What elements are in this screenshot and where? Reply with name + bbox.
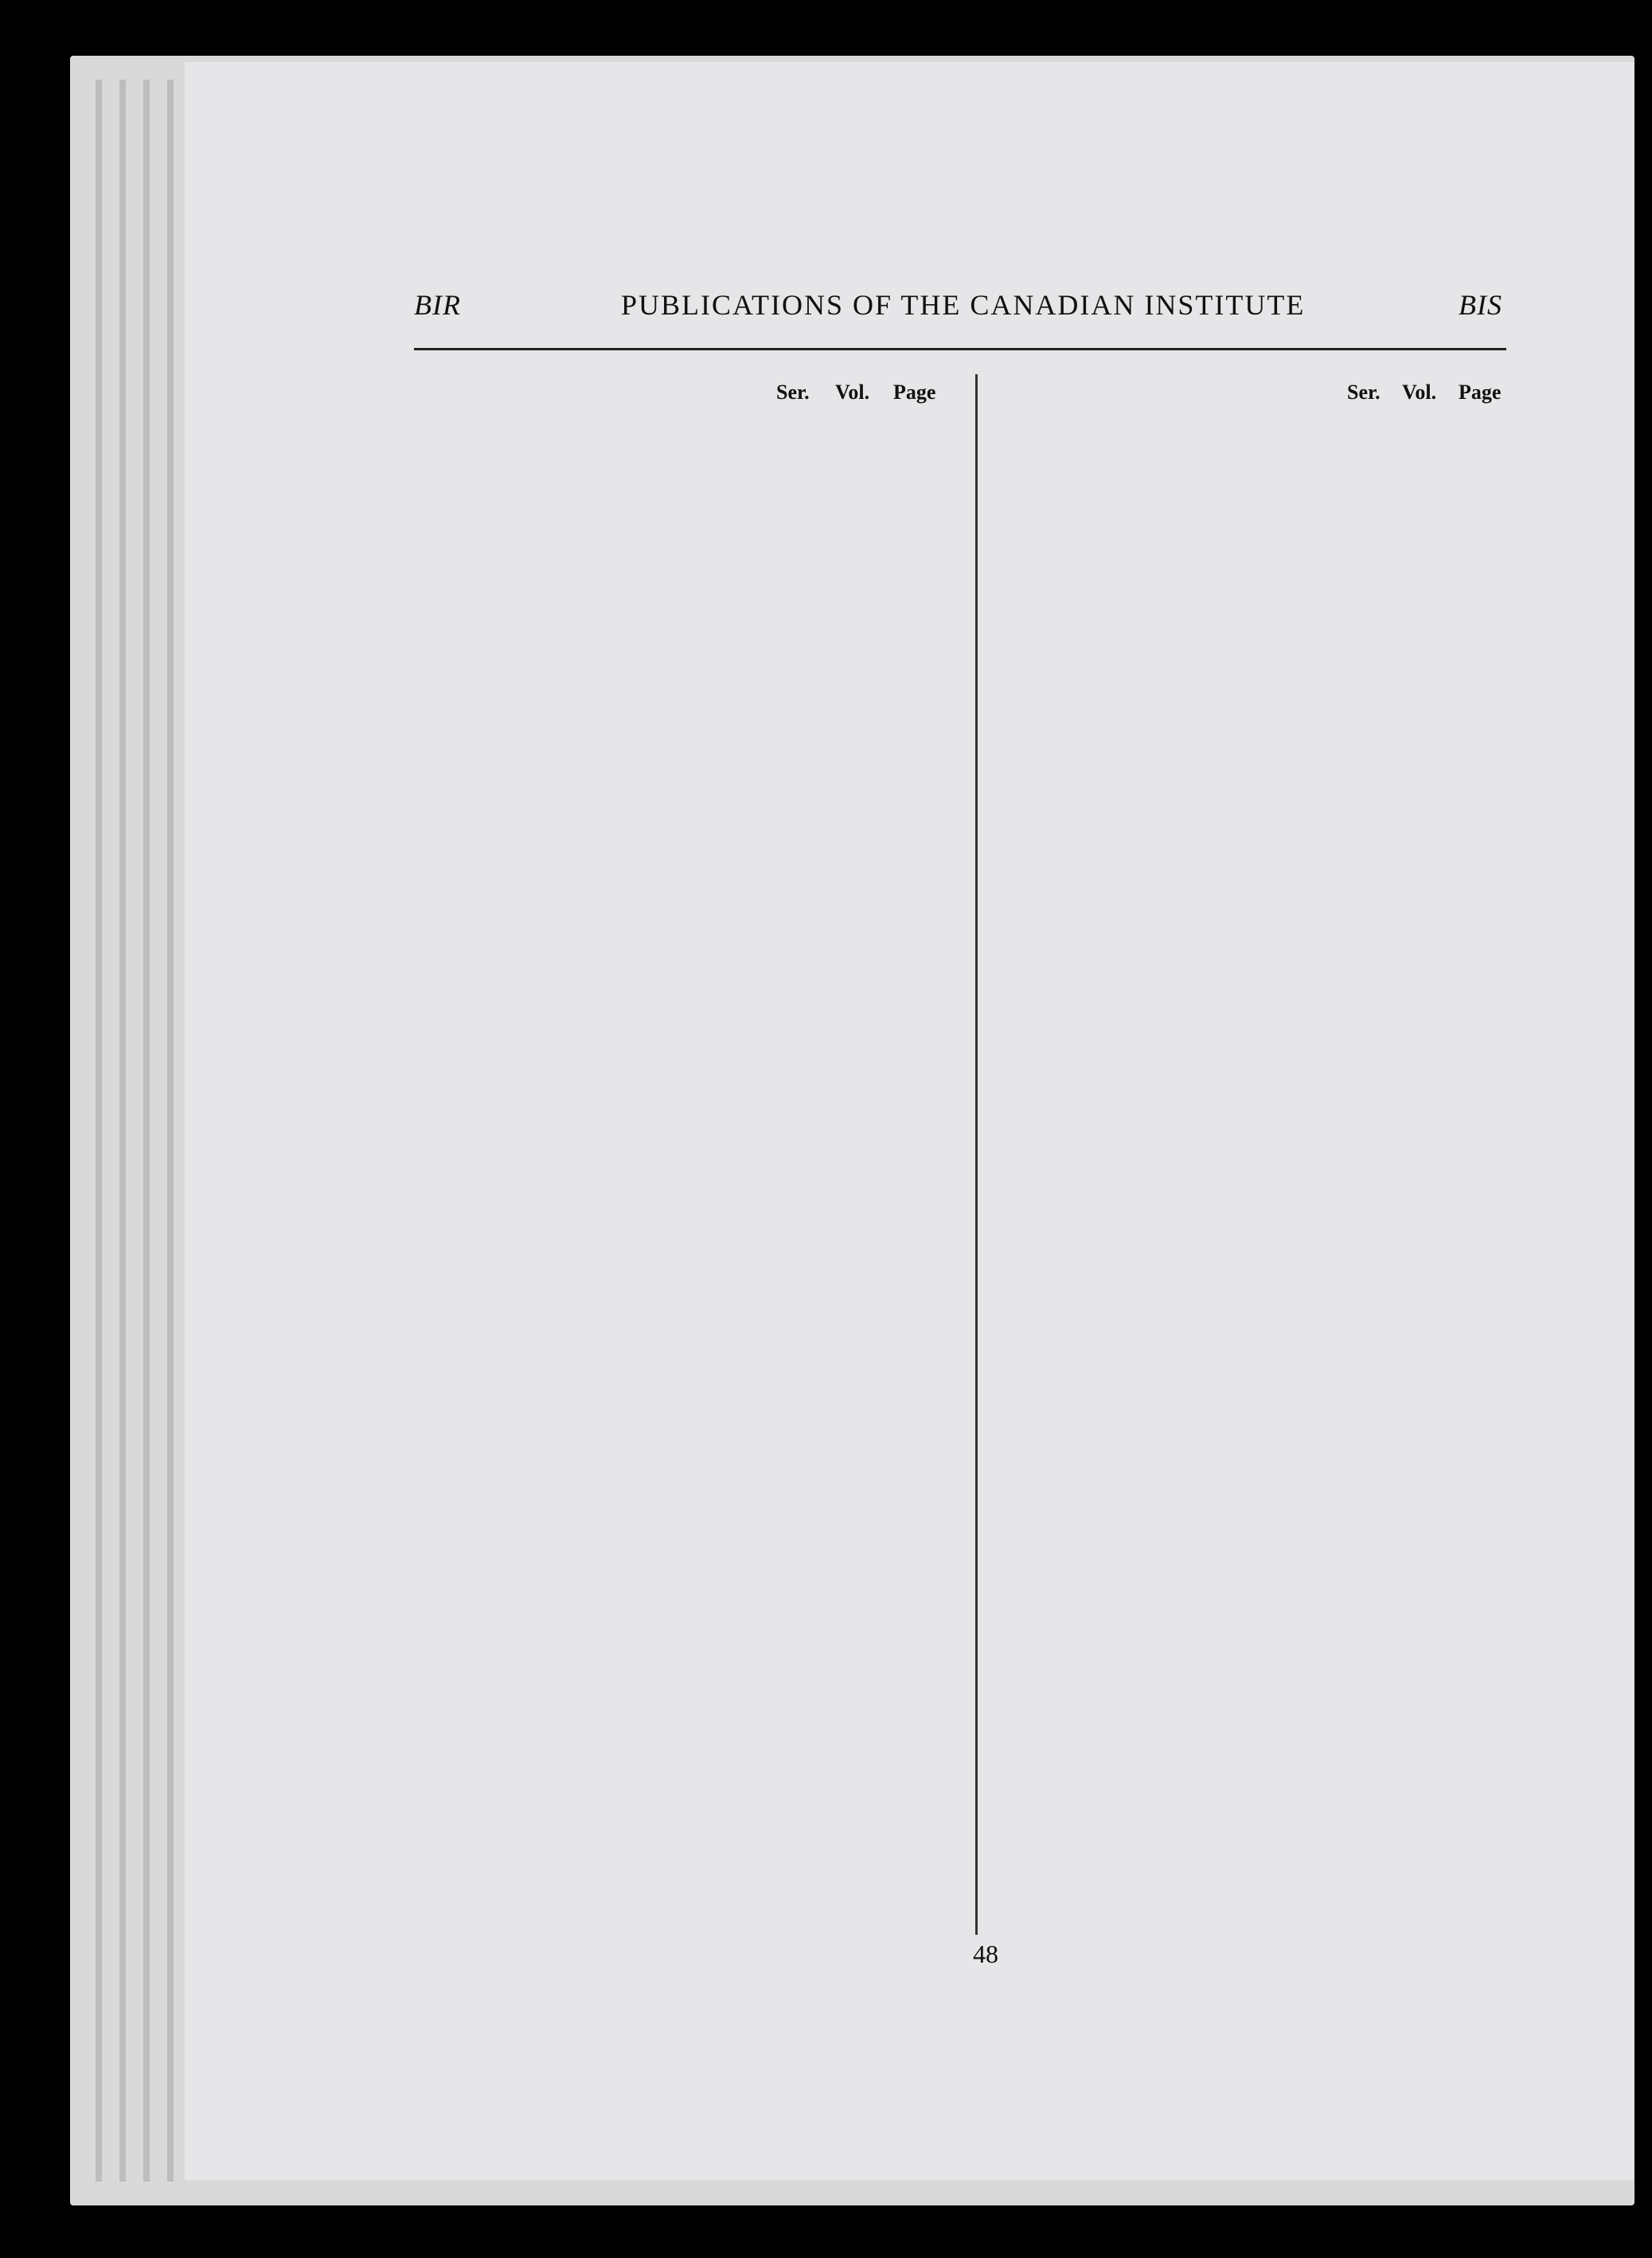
running-head-left: BIR — [414, 289, 461, 321]
page-header: Page — [893, 381, 936, 404]
vol-header: Vol. — [1402, 381, 1437, 404]
left-index-column — [408, 365, 965, 419]
ser-header: Ser. — [776, 381, 810, 404]
right-index-column — [976, 365, 1506, 419]
column-divider — [975, 374, 978, 1935]
page-edge — [119, 80, 126, 2182]
page-edge — [143, 80, 150, 2182]
header-rule — [414, 348, 1506, 350]
page-header: Page — [1459, 381, 1502, 404]
ser-header: Ser. — [1347, 381, 1381, 404]
column-header — [408, 365, 965, 419]
page-edge — [167, 80, 174, 2182]
running-head-title: PUBLICATIONS OF THE CANADIAN INSTITUTE — [621, 289, 1306, 321]
page-number: 48 — [973, 1940, 998, 1968]
page-edge — [96, 80, 102, 2182]
vol-header: Vol. — [835, 381, 870, 404]
running-head-right: BIS — [1459, 289, 1502, 321]
column-header — [976, 365, 1506, 419]
